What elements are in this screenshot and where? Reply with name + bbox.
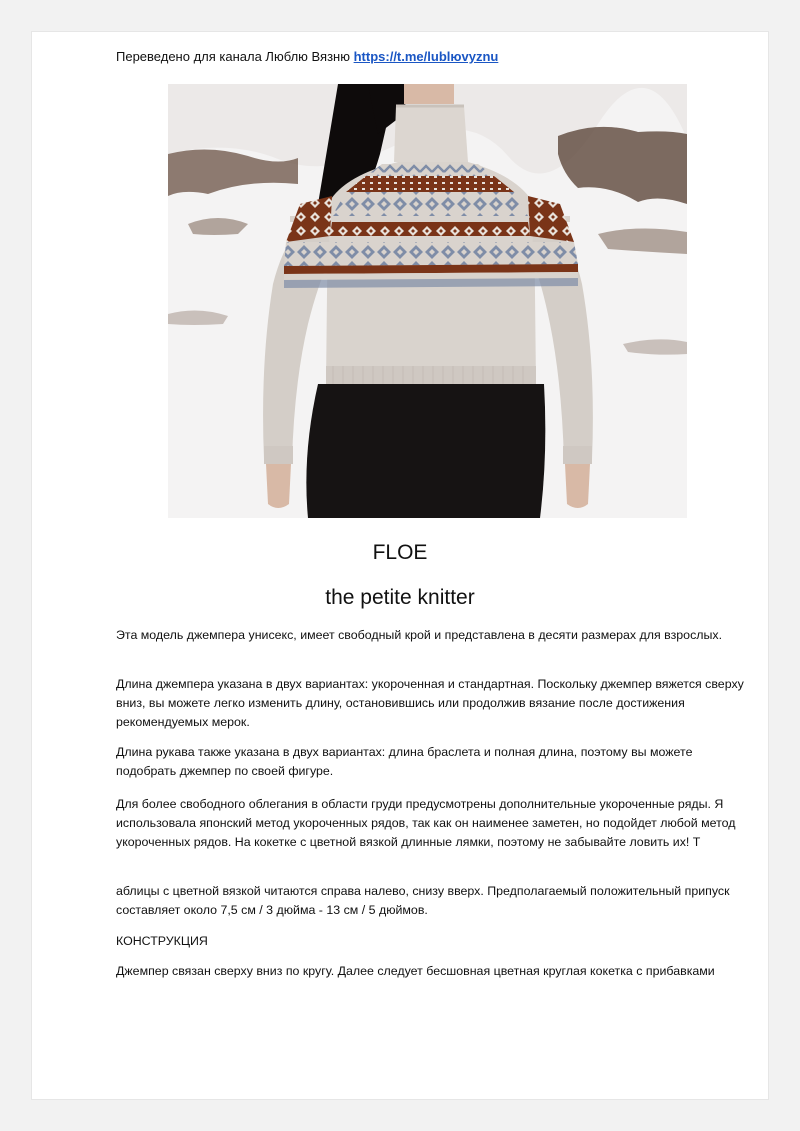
paragraph-charts (116, 882, 746, 920)
header-text: Переведено для канала Люблю Вязню (116, 49, 350, 64)
sweater-photo-drawing (168, 84, 687, 518)
paragraph-text: аблицы с цветной вязкой читаются справа налево, снизу вверх. Предполагаемый положительный припуск составляет около 7,5 см / 3 дюйма - 13 см / 5 дюймов. (116, 884, 730, 917)
paragraph-text: Для более свободного облегания в области груди предусмотрены дополнительные укороченные ряды. Я использовала японский метод укороченных рядов, так как он наименее заметен, но подойдет любой метод укороченных рядов. На кокетке с цветной вязкой длинные лямки, поэтому не забывайте ловить их! Т (116, 797, 736, 849)
paragraph-text: Эта модель джемпера унисекс, имеет свободный крой и представлена в десяти размерах для взрослых. (116, 628, 723, 642)
paragraph-length (116, 675, 746, 732)
paragraph-construction (116, 962, 746, 981)
paragraph-text: Длина рукава также указана в двух вариантах: длина браслета и полная длина, поэтому вы можете подобрать джемпер по своей фигуре. (116, 745, 693, 778)
heading-text: КОНСТРУКЦИЯ (116, 934, 208, 948)
document-page (32, 32, 768, 1099)
designer-name: the petite knitter (325, 586, 475, 609)
paragraph-intro (116, 626, 746, 645)
pattern-title: FLOE (372, 541, 428, 564)
paragraph-text: Длина джемпера указана в двух вариантах: укороченная и стандартная. Поскольку джемпер вяжется сверху вниз, вы можете легко изменить длину, остановившись или продолжив вязание после достижения рекомендуемых мерок. (116, 677, 744, 729)
header-line (116, 49, 498, 65)
sweater-photo (168, 84, 687, 518)
telegram-link[interactable]: https://t.me/lublюvyznu (353, 49, 499, 64)
paragraph-short-rows (116, 795, 746, 852)
paragraph-text: Джемпер связан сверху вниз по кругу. Далее следует бесшовная цветная круглая кокетка с прибавками (116, 964, 715, 978)
paragraph-sleeve (116, 743, 746, 781)
section-heading-construction (116, 932, 746, 951)
